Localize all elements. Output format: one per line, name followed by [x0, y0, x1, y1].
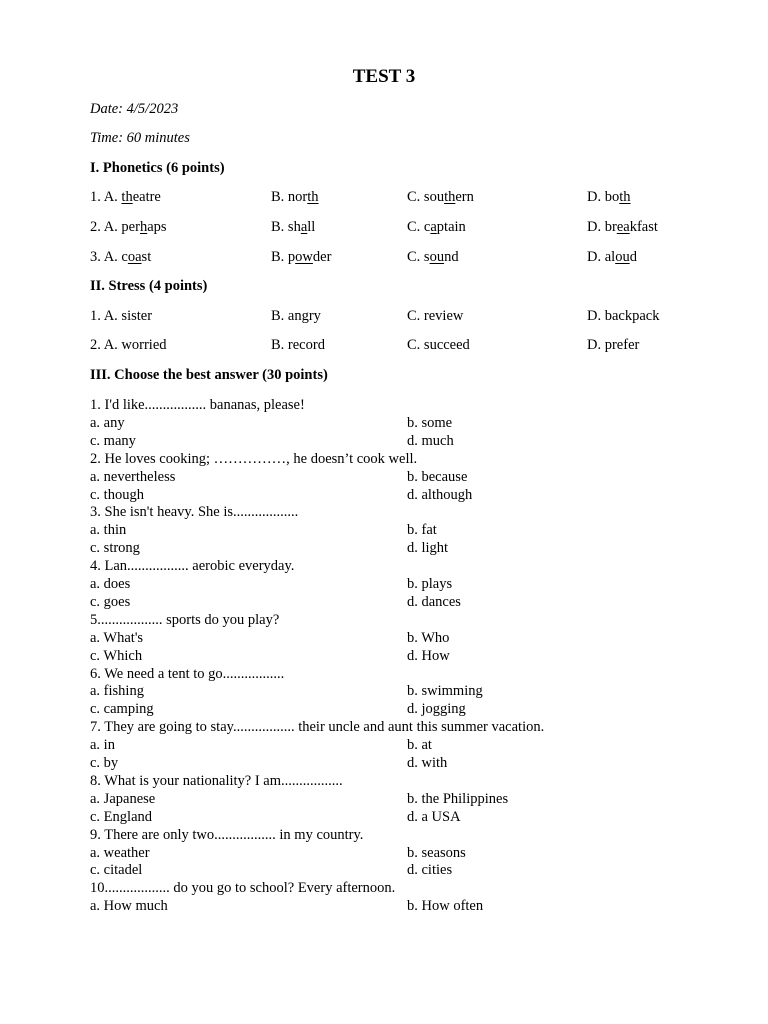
phonetics-option: B. powder	[271, 249, 332, 265]
underlined-sound: ea	[616, 219, 630, 235]
phonetics-row	[90, 249, 730, 269]
stress-option: C. succeed	[407, 337, 470, 353]
answer-option-a: a. How much	[90, 898, 168, 915]
phonetics-option: C. southern	[407, 189, 474, 205]
underlined-sound: ou	[429, 249, 445, 265]
stress-option: C. review	[407, 308, 464, 324]
underlined-sound: a	[300, 219, 308, 235]
phonetics-option: B. shall	[271, 219, 316, 235]
answer-option-c: c. strong	[90, 540, 140, 557]
question-text: 4. Lan................. aerobic everyday.	[90, 558, 295, 575]
question-text: 3. She isn't heavy. She is..................	[90, 504, 299, 521]
answer-option-a: a. any	[90, 414, 125, 431]
test-date: Date: 4/5/2023	[90, 101, 179, 117]
answer-option-b: b. plays	[407, 576, 453, 592]
answer-option-b: b. swimming	[407, 683, 483, 700]
answer-option-d: d. jogging	[407, 701, 466, 718]
answer-option-b: b. How often	[407, 898, 484, 915]
question-text: 10.................. do you go to school? Every afternoon.	[90, 880, 396, 897]
phonetics-option: 1. A. theatre	[90, 189, 161, 205]
answer-option-c: c. camping	[90, 701, 154, 718]
section-phonetics-heading: I. Phonetics (6 points)	[90, 160, 225, 176]
answer-option-c: c. many	[90, 432, 136, 449]
answer-option-a: a. weather	[90, 844, 150, 861]
stress-option: D. prefer	[587, 337, 640, 353]
answer-option-b: b. seasons	[407, 844, 466, 861]
stress-option: 1. A. sister	[90, 308, 153, 324]
phonetics-option: C. captain	[407, 219, 466, 235]
question-text: 9. There are only two................. in my country.	[90, 826, 364, 843]
section-choose-heading: III. Choose the best answer (30 points)	[90, 367, 328, 383]
phonetics-option: 3. A. coast	[90, 249, 152, 265]
underlined-sound: th	[307, 189, 319, 205]
answer-option-d: d. dances	[407, 593, 461, 610]
answer-option-a: a. nevertheless	[90, 468, 176, 485]
underlined-sound: th	[619, 189, 631, 205]
stress-option: 2. A. worried	[90, 337, 167, 353]
answer-option-a: a. What's	[90, 629, 144, 646]
answer-option-c: c. England	[90, 808, 153, 825]
answer-option-c: c. by	[90, 755, 119, 771]
answer-option-c: c. though	[90, 486, 144, 503]
answer-option-b: b. some	[407, 414, 453, 431]
answer-option-d: d. with	[407, 755, 448, 771]
answer-option-a: a. does	[90, 576, 131, 592]
stress-option: D. backpack	[587, 308, 660, 324]
answer-option-b: b. the Philippines	[407, 790, 509, 807]
answer-option-d: d. light	[407, 540, 449, 557]
phonetics-option: D. aloud	[587, 249, 637, 265]
answer-option-b: b. at	[407, 737, 432, 754]
question-text: 7. They are going to stay................. their uncle and aunt this summer vacation.	[90, 719, 545, 736]
answer-option-a: a. Japanese	[90, 790, 156, 807]
answer-option-a: a. in	[90, 737, 115, 754]
stress-row	[90, 337, 730, 357]
underlined-sound: ou	[615, 249, 630, 265]
phonetics-row	[90, 219, 730, 239]
underlined-sound: oa	[127, 249, 142, 265]
answer-option-c: c. Which	[90, 647, 143, 664]
answer-option-b: b. Who	[407, 629, 450, 646]
question-text: 5.................. sports do you play?	[90, 611, 280, 628]
answer-option-c: c. citadel	[90, 862, 143, 879]
answer-option-d: d. How	[407, 647, 450, 664]
answer-option-b: b. because	[407, 468, 468, 485]
question-text: 6. We need a tent to go.................	[90, 665, 285, 682]
stress-option: B. record	[271, 337, 325, 353]
underlined-sound: th	[121, 189, 133, 205]
answer-option-d: d. although	[407, 486, 473, 503]
answer-option-d: d. a USA	[407, 808, 461, 825]
answer-option-d: d. cities	[407, 862, 453, 879]
answer-option-d: d. much	[407, 432, 454, 449]
underlined-sound: a	[430, 219, 437, 235]
phonetics-option: B. north	[271, 189, 319, 205]
question-text: 8. What is your nationality? I am.................	[90, 772, 343, 789]
test-time: Time: 60 minutes	[90, 130, 190, 146]
phonetics-option: D. both	[587, 189, 631, 205]
underlined-sound: ow	[295, 249, 313, 265]
phonetics-option: C. sound	[407, 249, 459, 265]
question-text: 1. I'd like................. bananas, please!	[90, 397, 305, 413]
phonetics-row	[90, 189, 730, 209]
answer-option-b: b. fat	[407, 522, 437, 539]
answer-option-a: a. fishing	[90, 683, 144, 700]
phonetics-option: D. breakfast	[587, 219, 658, 235]
phonetics-option: 2. A. perhaps	[90, 219, 167, 235]
stress-option: B. angry	[271, 308, 321, 324]
question-text: 2. He loves cooking; ……………, he doesn’t cook well.	[90, 450, 418, 467]
answer-option-a: a. thin	[90, 522, 127, 539]
answer-option-c: c. goes	[90, 593, 131, 610]
underlined-sound: th	[444, 189, 456, 205]
section-stress-heading: II. Stress (4 points)	[90, 278, 208, 294]
underlined-sound: h	[139, 219, 148, 235]
stress-row	[90, 308, 730, 328]
test-title: TEST 3	[352, 66, 416, 87]
